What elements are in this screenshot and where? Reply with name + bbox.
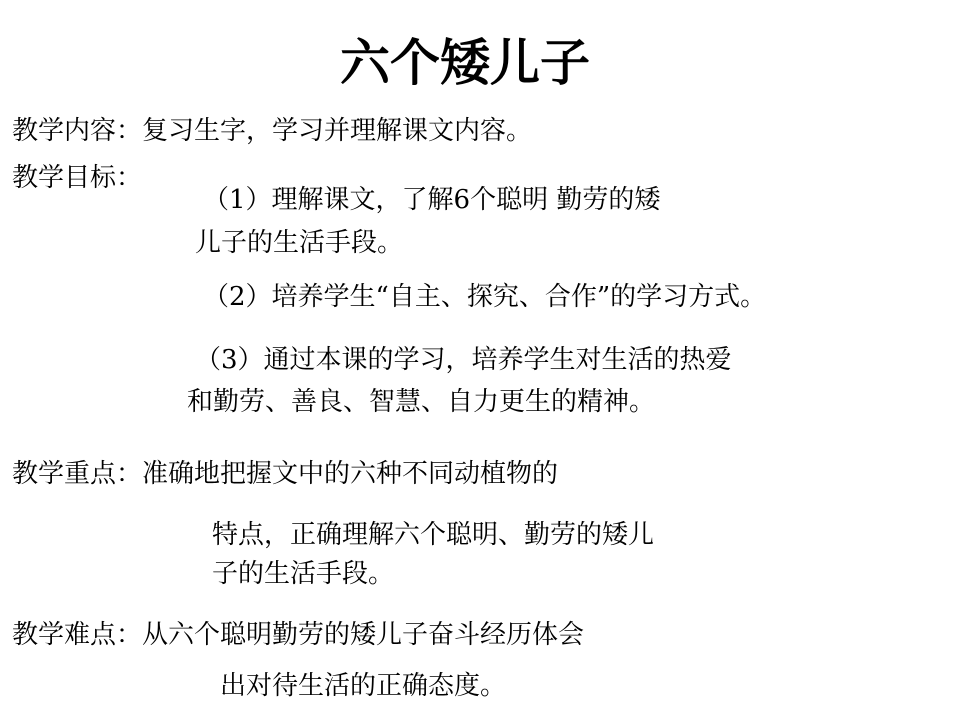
goal-item-2: （2）培养学生“自主、探究、合作”的学习方式。: [203, 282, 767, 312]
goal-item-1-line-1: （1）理解课文，了解6个聪明 勤劳的矮: [203, 185, 661, 215]
content-text: 复习生字，学习并理解课文内容。: [142, 116, 533, 146]
key-points-line-1: 准确地把握文中的六种不同动植物的: [142, 459, 559, 489]
goal-item-3-line-1: （3）通过本课的学习，培养学生对生活的热爱: [195, 345, 732, 375]
goal-item-3-line-2: 和勤劳、善良、智慧、自力更生的精神。: [187, 387, 656, 417]
goals-label: 教学目标：: [12, 163, 143, 193]
difficulties-row: [12, 622, 584, 648]
key-points-line-3: 子的生活手段。: [212, 559, 395, 589]
difficulties-line-1: 从六个聪明勤劳的矮儿子奋斗经历体会: [142, 620, 585, 650]
goal-item-1-line-2: 儿子的生活手段。: [195, 228, 404, 258]
difficulties-label: 教学难点：: [12, 620, 143, 650]
slide-title: 六个矮儿子: [340, 33, 590, 92]
content-row: [12, 118, 532, 144]
difficulties-line-2: 出对待生活的正确态度。: [220, 671, 507, 701]
key-points-line-2: 特点，正确理解六个聪明、勤劳的矮儿: [212, 520, 655, 550]
key-points-row: [12, 461, 558, 487]
key-points-label: 教学重点：: [12, 459, 143, 489]
content-label: 教学内容：: [12, 116, 143, 146]
